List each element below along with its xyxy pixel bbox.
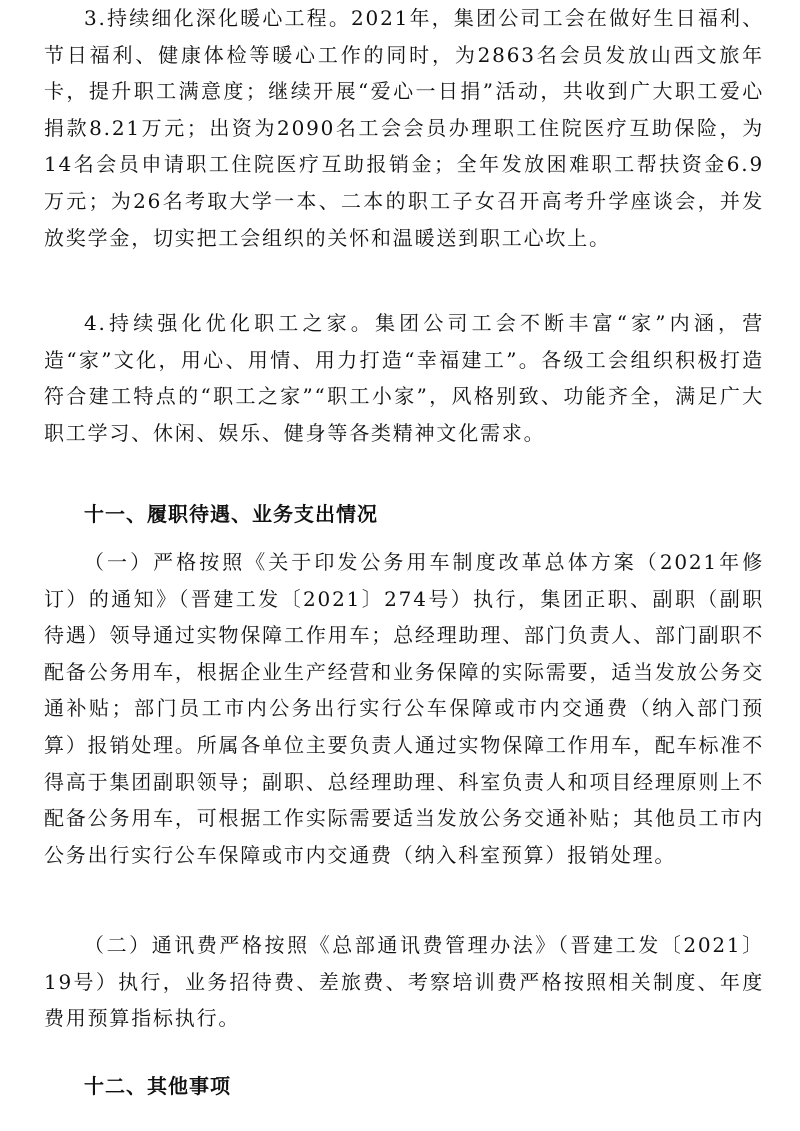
- paragraph-warm-heart-project: 3.持续细化深化暖心工程。2021年，集团公司工会在做好生日福利、节日福利、健康体检等暖心工作的同时，为2863名会员发放山西文旅年卡，提升职工满意度；继续开展“爱心一日捐”活动，共收到广大职工爱心捐款8.21万元；出资为2090名工会会员办理职工住院医疗互助保险，为14名会员申请职工住院医疗互助报销金；全年发放困难职工帮扶资金6.9万元；为26名考取大学一本、二本的职工子女召开高考升学座谈会，并发放奖学金，切实把工会组织的关怀和温暖送到职工心坎上。: [44, 6, 764, 250]
- section-11-heading: 十一、履职待遇、业务支出情况: [84, 502, 378, 526]
- section-12-heading: 十二、其他事项: [84, 1074, 231, 1098]
- paragraph-workers-home: 4.持续强化优化职工之家。集团公司工会不断丰富“家”内涵，营造“家”文化，用心、用情、用力打造“幸福建工”。各级工会组织积极打造符合建工特点的“职工之家”“职工小家”，风格别致、功能齐全，满足广大职工学习、休闲、娱乐、健身等各类精神文化需求。: [44, 311, 764, 445]
- section-11-item-1: （一）严格按照《关于印发公务用车制度改革总体方案（2021年修订）的通知》（晋建工发〔2021〕274号）执行，集团正职、副职（副职待遇）领导通过实物保障工作用车；总经理助理、部门负责人、部门副职不配备公务用车，根据企业生产经营和业务保障的实际需要，适当发放公务交通补贴；部门员工市内公务出行实行公车保障或市内交通费（纳入部门预算）报销处理。所属各单位主要负责人通过实物保障工作用车，配车标准不得高于集团副职领导；副职、总经理助理、科室负责人和项目经理原则上不配备公务用车，可根据工作实际需要适当发放公务交通补贴；其他员工市内公务出行实行公车保障或市内交通费（纳入科室预算）报销处理。: [44, 550, 764, 867]
- section-11-item-2: （二）通讯费严格按照《总部通讯费管理办法》（晋建工发〔2021〕19号）执行，业务招待费、差旅费、考察培训费严格按照相关制度、年度费用预算指标执行。: [44, 933, 764, 1031]
